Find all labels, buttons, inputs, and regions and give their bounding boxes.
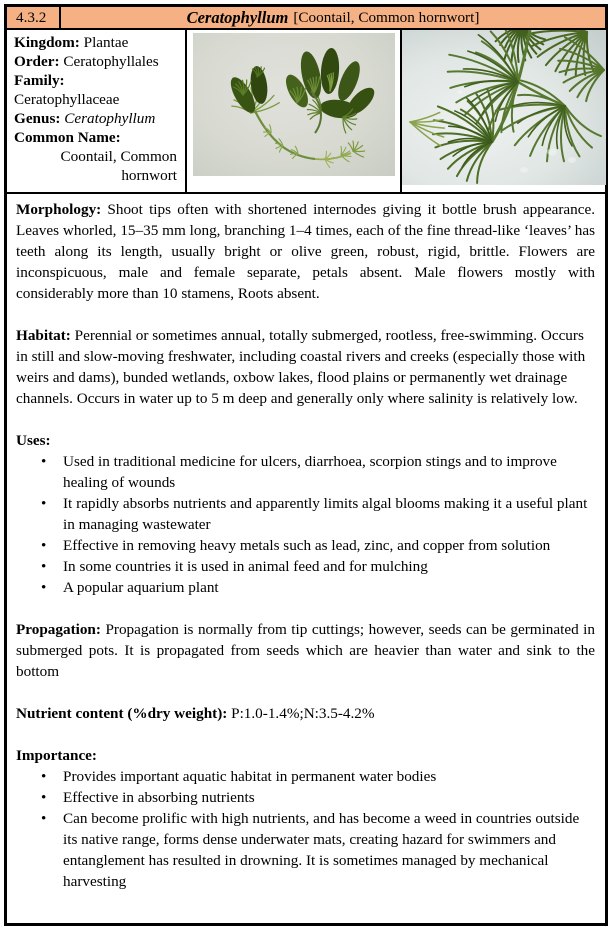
- species-name: Ceratophyllum: [186, 7, 289, 27]
- list-item: • Used in traditional medicine for ulcers, diarrhoea, scorpion stings and to improve healing of wounds: [41, 451, 595, 493]
- importance-heading: Importance:: [16, 747, 97, 764]
- propagation-paragraph: Propagation: Propagation is normally from tip cuttings; however, seeds can be germinated in submerged pots. It is propagated from seeds which are heavier than water and sink to the bottom: [16, 621, 596, 680]
- plant-illustration-left: [193, 33, 395, 176]
- plant-illustration-right: [402, 30, 606, 185]
- taxonomy-family-label: Family:: [14, 72, 65, 89]
- section-number: 4.3.2: [7, 7, 61, 28]
- taxonomy-common-name-2: hornwort: [121, 167, 177, 184]
- list-item: • A popular aquarium plant: [41, 577, 595, 598]
- ceratophyllum-shoots-photo: [193, 33, 395, 176]
- list-item: • Effective in removing heavy metals such as lead, zinc, and copper from solution: [41, 535, 595, 556]
- habitat-paragraph: Habitat: Perennial or sometimes annual, totally submerged, rootless, free-swimming. Occurs in still and slow-moving freshwater, including coastal rivers and creeks (especially those with weirs and dams), bunded wetlands, oxbow lakes, flood plains or permanently wet drainage channels. Occurs in water up to 5 m deep and generally only where salinity is relatively low.: [16, 327, 586, 407]
- taxonomy-panel: [7, 30, 187, 192]
- common-names-subtitle: [Coontail, Common hornwort]: [293, 8, 480, 26]
- list-item: • Effective in absorbing nutrients: [41, 787, 595, 808]
- uses-heading: Uses:: [16, 432, 51, 449]
- list-item: • Provides important aquatic habitat in permanent water bodies: [41, 766, 595, 787]
- species-table: [4, 4, 608, 926]
- photo-cell-right: [402, 30, 606, 192]
- hornwort-leaf-whorls-closeup-photo: [402, 30, 606, 185]
- taxonomy-family: Ceratophyllaceae: [14, 91, 120, 108]
- table-header-row: [7, 7, 605, 30]
- taxonomy-genus: Genus: Ceratophyllum: [14, 110, 156, 127]
- taxonomy-common-name: Coontail, Common: [60, 148, 177, 165]
- importance-list: [16, 766, 595, 892]
- taxonomy-kingdom: Kingdom: Plantae: [14, 34, 129, 51]
- list-item: • It rapidly absorbs nutrients and apparently limits algal blooms making it a useful plant in managing wastewater: [41, 493, 595, 535]
- photo-cell-left: [187, 30, 402, 192]
- taxonomy-order: Order: Ceratophyllales: [14, 53, 159, 70]
- uses-list: [16, 451, 595, 598]
- morphology-paragraph: Morphology: Shoot tips often with shortened internodes giving it bottle brush appearance. Leaves whorled, 15–35 mm long, branching 1–4 times, each of the fine thread-like ‘leaves’ has teeth along its length, usually bright or olive green, robust, rigid, brittle. Flowers are inconspicuous, male and female separate, petals absent. Male flowers mostly with considerably more than 10 stamens, Roots absent.: [16, 201, 596, 302]
- page-title: [61, 7, 605, 28]
- list-item: • Can become prolific with high nutrients, and has become a weed in countries outside its native range, forms dense underwater mats, creating hazard for swimmers and entanglement has resulted in drowning. It is sometimes managed by mechanical harvesting: [41, 808, 595, 892]
- description-body: [7, 194, 605, 923]
- nutrient-content-line: Nutrient content (%dry weight): P:1.0-1.4%;N:3.5-4.2%: [16, 705, 375, 722]
- taxonomy-common-name-label: Common Name:: [14, 129, 121, 146]
- list-item: • In some countries it is used in animal feed and for mulching: [41, 556, 595, 577]
- info-row: [7, 30, 605, 194]
